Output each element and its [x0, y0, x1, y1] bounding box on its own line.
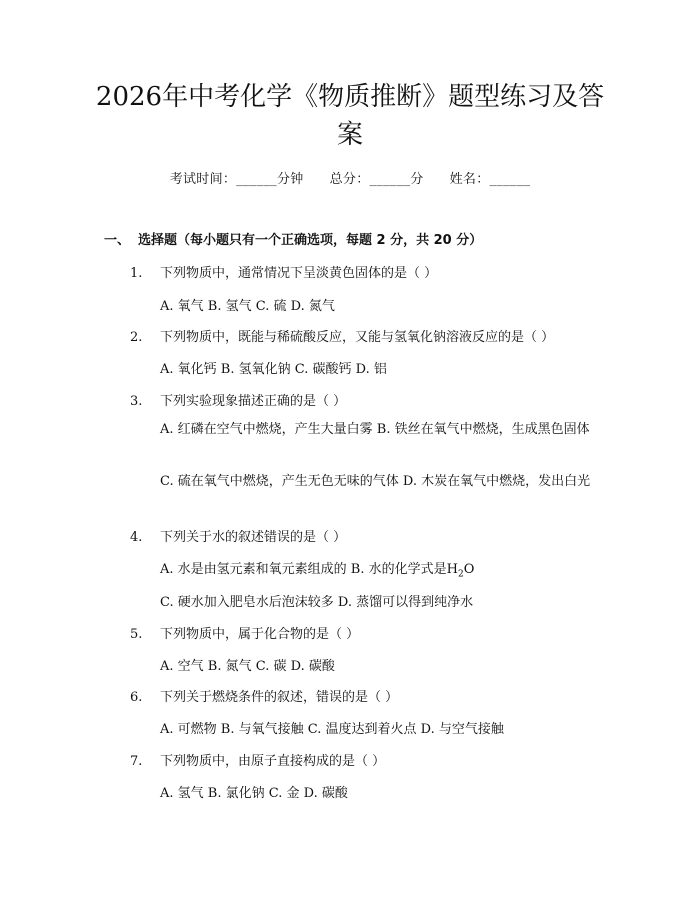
question-2 [130, 326, 554, 345]
question-6 [130, 686, 398, 705]
question-text: 下列物质中，通常情况下呈淡黄色固体的是（ ） [160, 266, 438, 281]
option-text: A. 水是由氢元素和氧元素组成的 B. 水的化学式是 [160, 562, 447, 577]
section-title: 选择题（每小题只有一个正确选项，每题 2 分，共 20 分） [138, 233, 483, 248]
question-text: 下列关于燃烧条件的叙述，错误的是（ ） [160, 690, 399, 705]
page-title: 2026年中考化学《物质推断》题型练习及答案 [95, 82, 605, 150]
question-number: 2. [130, 330, 143, 345]
question-text: 下列物质中，由原子直接构成的是（ ） [160, 754, 386, 769]
question-number: 6. [130, 690, 143, 705]
question-text: 下列关于水的叙述错误的是（ ） [160, 530, 347, 545]
question-3-options-cd: C. 硫在氧气中燃烧，产生无色无味的气体 D. 木炭在氧气中燃烧，发出白光 [160, 474, 591, 489]
question-5-options: A. 空气 B. 氮气 C. 碳 D. 碳酸 [160, 659, 335, 674]
question-6-options: A. 可燃物 B. 与氧气接触 C. 温度达到着火点 D. 与空气接触 [160, 722, 504, 737]
water-formula: $H_2O$ [446, 562, 475, 580]
exam-info-line [0, 168, 700, 187]
question-7-options: A. 氢气 B. 氯化钠 C. 金 D. 碳酸 [160, 786, 348, 801]
total-score-field: 总分：______分 [329, 172, 424, 187]
question-number: 4. [130, 530, 143, 545]
question-text: 下列实验现象描述正确的是（ ） [160, 394, 347, 409]
question-3 [130, 390, 346, 409]
question-2-options: A. 氧化钙 B. 氢氧化钠 C. 碳酸钙 D. 铝 [160, 362, 387, 377]
question-4 [130, 526, 346, 545]
exam-time-field: 考试时间：______分钟 [169, 172, 304, 187]
question-5 [130, 623, 359, 642]
section-number: 一、 [104, 233, 131, 248]
question-7 [130, 750, 385, 769]
question-1-options: A. 氧气 B. 氢气 C. 硫 D. 氮气 [160, 299, 335, 314]
question-number: 3. [130, 394, 143, 409]
question-text: 下列物质中，属于化合物的是（ ） [160, 627, 360, 642]
name-field: 姓名：______ [449, 172, 531, 187]
question-number: 1. [130, 266, 143, 281]
section-heading [104, 229, 482, 248]
question-1 [130, 262, 437, 281]
question-number: 7. [130, 754, 143, 769]
question-text: 下列物质中，既能与稀硫酸反应，又能与氢氧化钠溶液反应的是（ ） [160, 330, 555, 345]
question-4-options-cd: C. 硬水加入肥皂水后泡沫较多 D. 蒸馏可以得到纯净水 [160, 595, 474, 610]
question-number: 5. [130, 627, 143, 642]
question-4-options-ab [160, 558, 474, 580]
question-3-options-ab: A. 红磷在空气中燃烧，产生大量白雾 B. 铁丝在氧气中燃烧，生成黑色固体 [160, 422, 590, 437]
